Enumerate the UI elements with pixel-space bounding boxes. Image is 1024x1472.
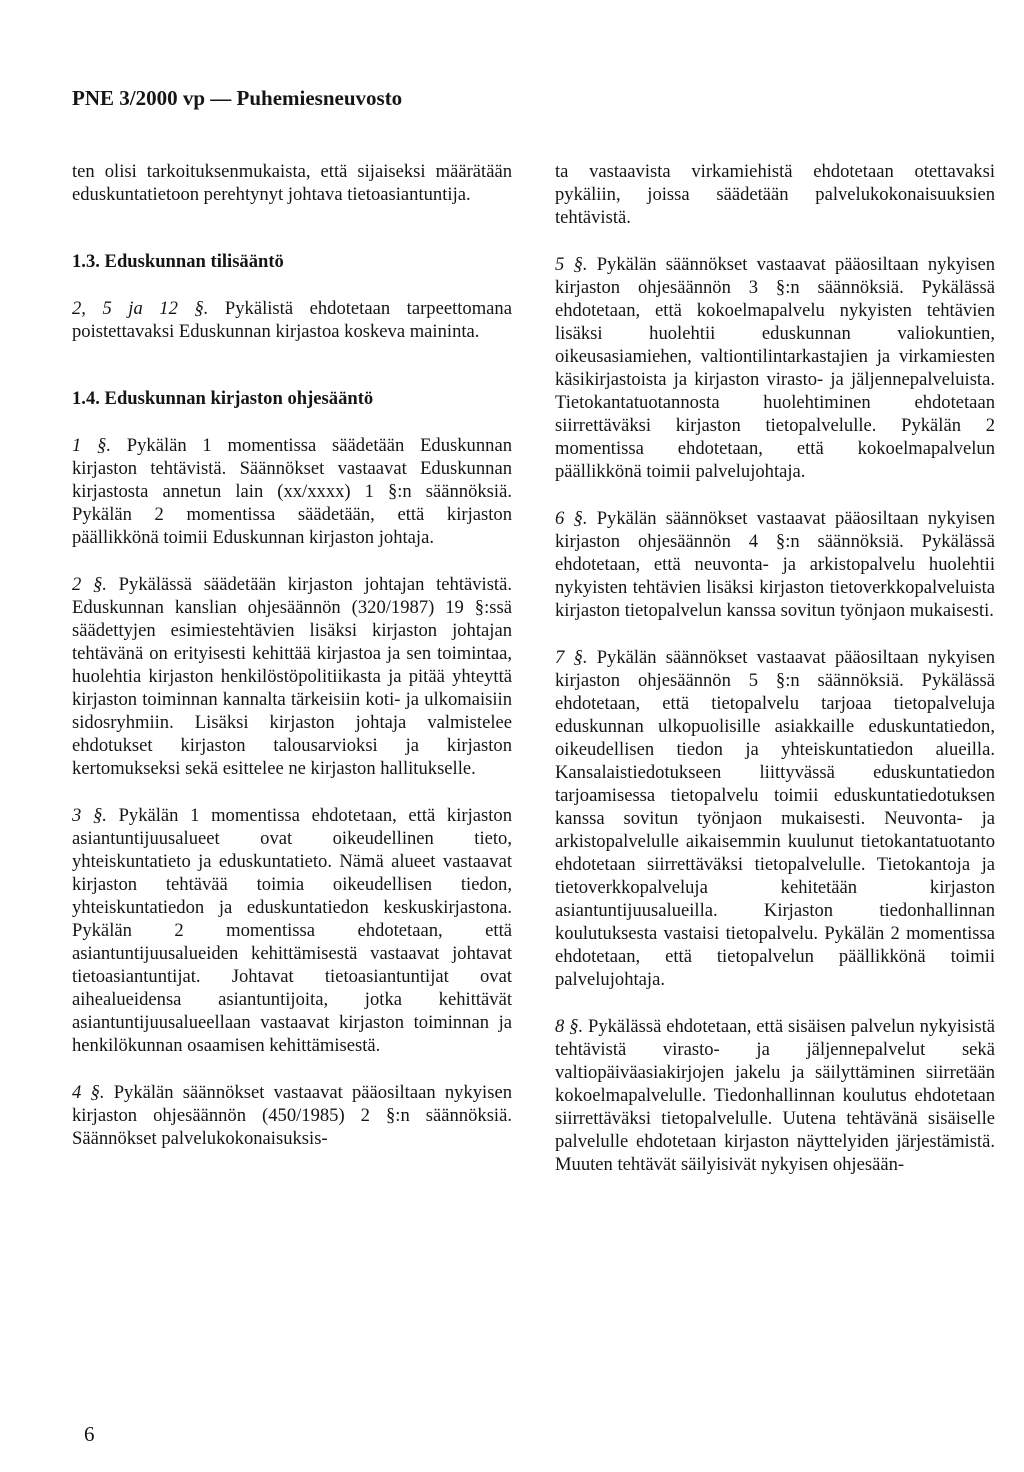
paragraph: 6 §. Pykälän säännökset vastaavat pääosiltaan nykyisen kirjaston ohjesäännön 4 §:n säännöksiä. Pykälässä ehdotetaan, että neuvonta- ja arkistopalvelu huolehtii nykyisten tehtävien lisäksi kirjaston tietoverkkopalveluista kirjaston tietopalvelun kanssa sovitun työnjaon mukaisesti. xyxy=(555,508,995,621)
paragraph: 3 §. Pykälän 1 momentissa ehdotetaan, että kirjaston asiantuntijuusalueet ovat oikeudellinen tieto, yhteiskuntatieto ja eduskuntatieto. Nämä alueet vastaavat kirjaston tehtävää toimia oikeudellisen tiedon, yhteiskuntatiedon ja eduskuntatiedon keskuskirjastona. Pykälän 2 momentissa ehdotetaan, että asiantuntijuusalueiden kehittämisestä vastaavat johtavat tietoasiantuntijat. Johtavat tietoasiantuntijat ovat aihealueidensa asiantuntijoita, jotka kehittävät asiantuntijuusalueellaan vastaavat kirjaston toiminnan ja henkilökunnan osaamisen kehittämisestä. xyxy=(72,805,512,1056)
section-reference: 5 §. xyxy=(555,254,588,275)
paragraph: ten olisi tarkoituksenmukaista, että sijaiseksi määrätään eduskuntatietoon perehtynyt johtava tietoasiantuntija. xyxy=(72,161,512,205)
section-reference: 3 §. xyxy=(72,805,107,826)
paragraph: 4 §. Pykälän säännökset vastaavat pääosiltaan nykyisen kirjaston ohjesäännön (450/1985) 2 §:n säännöksiä. Säännökset palvelukokonaisuksis- xyxy=(72,1082,512,1149)
section-reference: 2, 5 ja 12 §. xyxy=(72,298,209,319)
paragraph: 7 §. Pykälän säännökset vastaavat pääosiltaan nykyisen kirjaston ohjesäännön 5 §:n säännöksiä. Pykälässä ehdotetaan, että tietopalvelu tarjoaa tietopalveluja eduskunnan ulkopuolisille asiakkaille eduskuntatiedon, oikeudellisen tiedon ja yhteiskuntatiedon alueilla. Kansalaistiedotukseen liittyvässä eduskuntatiedon tarjoamisessa tietopalvelu toimii eduskuntatiedotuksen kanssa sovitun työnjaon mukaisesti. Neuvonta- ja arkistopalvelulle aikaisemmin kuulunut tietokantatuotanto ehdotetaan siirrettäväksi tietopalvelulle. Tietokantoja ja tietoverkkopalveluja kehitetään kirjaston asiantuntijuusalueilla. Kirjaston tiedonhallinnan koulutuksesta vastaisi tietopalvelu. Pykälän 2 momentissa ehdotetaan, että tietopalvelun päällikkönä toimii palvelujohtaja. xyxy=(555,647,995,990)
page-number: 6 xyxy=(84,1422,95,1446)
section-reference: 7 §. xyxy=(555,647,588,668)
section-reference: 1 §. xyxy=(72,435,111,456)
right-column xyxy=(555,160,995,1200)
section-reference: 6 §. xyxy=(555,508,588,529)
left-column xyxy=(72,160,512,1174)
section-reference: 8 §. xyxy=(555,1016,584,1037)
paragraph: 1 §. Pykälän 1 momentissa säädetään Eduskunnan kirjaston tehtävistä. Säännökset vastaavat Eduskunnan kirjastosta annetun lain (xx/xxxx) 1 §:n säännöksiä. Pykälän 2 momentissa säädetään, että kirjaston päällikkönä toimii Eduskunnan kirjaston johtaja. xyxy=(72,435,512,548)
paragraph: 8 §. Pykälässä ehdotetaan, että sisäisen palvelun nykyisistä tehtävistä virasto- ja jäljennepalvelut sekä valtiopäiväasiakirjojen jakelu ja säilyttäminen siirretään kokoelmapalvelulle. Tiedonhallinnan koulutus ehdotetaan siirrettäväksi tietopalvelulle. Uutena tehtävänä sisäiselle palvelulle ehdotetaan kirjaston näyttelyiden järjestämistä. Muuten tehtävät säilyisivät nykyisen ohjesään- xyxy=(555,1016,996,1175)
section-reference: 2 §. xyxy=(72,574,107,595)
paragraph: ta vastaavista virkamiehistä ehdotetaan otettavaksi pykäliin, joissa säädetään palvelukokonaisuuksien tehtävistä. xyxy=(555,161,995,228)
paragraph: 2 §. Pykälässä säädetään kirjaston johtajan tehtävistä. Eduskunnan kanslian ohjesäännön (320/1987) 19 §:ssä säädettyjen esimiestehtävien lisäksi kirjaston johtajan tehtävänä on erityisesti kehittää kirjastoa ja sen toimintaa, huolehtia kirjaston henkilöstöpolitiikasta ja pitää yhteyttä kirjaston toiminnan kannalta tärkeisiin koti- ja ulkomaisiin sidosryhmiin. Lisäksi kirjaston johtaja valmistelee ehdotukset kirjaston talousarvioksi ja kirjaston kertomukseksi sekä esittelee ne kirjaston hallitukselle. xyxy=(72,574,513,779)
section-heading: 1.4. Eduskunnan kirjaston ohjesääntö xyxy=(72,388,374,409)
paragraph: 5 §. Pykälän säännökset vastaavat pääosiltaan nykyisen kirjaston ohjesäännön 3 §:n säännöksiä. Pykälässä ehdotetaan, että kokoelmapalvelu nykyisten tehtävien lisäksi huolehtii eduskunnan valiokuntien, oikeusasiamiehen, valtiontilintarkastajien ja virkamiesten käsikirjastoista ja kirjaston virasto- ja jäljennepalveluista. Tietokantatuotannosta huolehtiminen ehdotetaan siirrettäväksi kirjaston tietopalvelulle. Pykälän 2 momentissa ehdotetaan, että kokoelmapalvelun päällikkönä toimii palvelujohtaja. xyxy=(555,254,995,482)
section-reference: 4 §. xyxy=(72,1082,105,1103)
section-heading: 1.3. Eduskunnan tilisääntö xyxy=(72,251,284,272)
page-header: PNE 3/2000 vp — Puhemiesneuvosto xyxy=(72,86,403,110)
paragraph: 2, 5 ja 12 §. Pykälistä ehdotetaan tarpeettomana poistettavaksi Eduskunnan kirjastoa koskeva maininta. xyxy=(72,298,512,342)
